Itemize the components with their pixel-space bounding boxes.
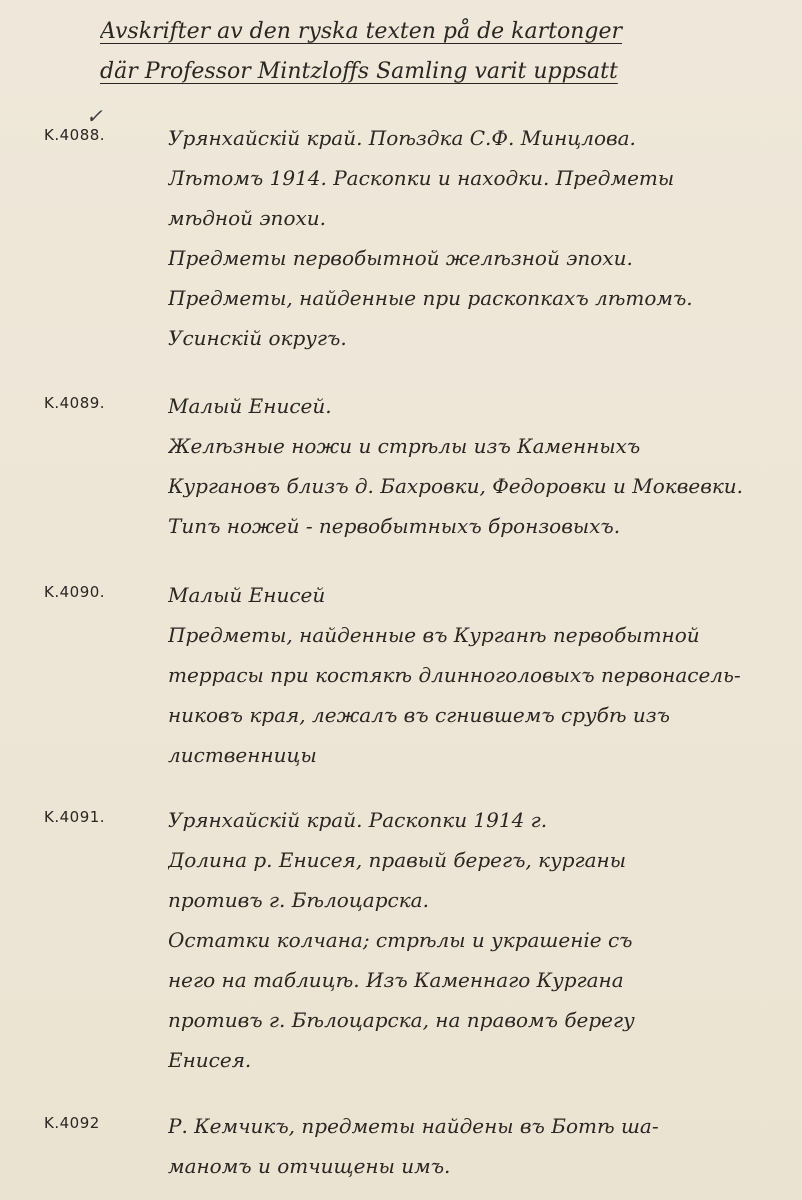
entry-line: Урянхайскій край. Раскопки 1914 г.: [168, 808, 548, 832]
entry-line: Кургановъ близъ д. Бахровки, Федоровки и Моквевки.: [168, 474, 744, 498]
entry-text: [168, 1106, 793, 1186]
entry-number: K.4088.: [44, 126, 106, 144]
entry-line: Малый Енисей.: [168, 394, 332, 418]
entry-number: K.4090.: [44, 583, 106, 601]
entry-line: Желѣзные ножи и стрѣлы изъ Каменныхъ: [168, 434, 641, 458]
entry-line: Предметы первобытной желѣзной эпохи.: [168, 246, 633, 270]
entry-number: K.4091.: [44, 808, 106, 826]
entry-line: него на таблицѣ. Изъ Каменнаго Кургана: [168, 968, 624, 992]
entry-line: Остатки колчана; стрѣлы и украшеніе съ: [168, 928, 633, 952]
document-header: [100, 12, 790, 92]
entry-line: Усинскій округъ.: [168, 326, 347, 350]
entry-line: Лѣтомъ 1914. Раскопки и находки. Предметы: [168, 166, 675, 190]
entry-line: Енисея.: [168, 1048, 252, 1072]
entry-line: маномъ и отчищены имъ.: [168, 1154, 451, 1178]
entry-line: террасы при костякѣ длинноголовыхъ первонасель-: [168, 663, 741, 687]
header-line-1: Avskrifter av den ryska texten på de kartonger: [100, 19, 623, 44]
entry-line: Предметы, найденные при раскопкахъ лѣтомъ.: [168, 286, 693, 310]
entry-line: Предметы, найденные въ Курганѣ первобытной: [168, 623, 700, 647]
entry-line: мѣдной эпохи.: [168, 206, 326, 230]
header-line-2: där Professor Mintzloffs Samling varit uppsatt: [100, 59, 618, 84]
entry-line: Урянхайскій край. Поѣздка С.Ф. Минцлова.: [168, 126, 636, 150]
entry-line: Типъ ножей - первобытныхъ бронзовыхъ.: [168, 514, 621, 538]
entry-line: лиственницы: [168, 743, 317, 767]
entry-line: Долина р. Енисея, правый берегъ, курганы: [168, 848, 626, 872]
entry-line: Малый Енисей: [168, 583, 326, 607]
entry-text: [168, 800, 793, 1080]
entry-number: K.4089.: [44, 394, 106, 412]
entry-text: [168, 386, 793, 546]
entry-text: [168, 575, 793, 775]
entry-number: K.4092: [44, 1114, 100, 1132]
entry-text: [168, 118, 793, 358]
entry-line: противъ г. Бѣлоцарска, на правомъ берегу: [168, 1008, 635, 1032]
check-mark-icon: ✓: [86, 104, 103, 128]
entry-line: противъ г. Бѣлоцарска.: [168, 888, 429, 912]
entry-line: никовъ края, лежалъ въ сгнившемъ срубѣ изъ: [168, 703, 670, 727]
entry-line: Р. Кемчикъ, предметы найдены въ Ботѣ ша-: [168, 1114, 659, 1138]
